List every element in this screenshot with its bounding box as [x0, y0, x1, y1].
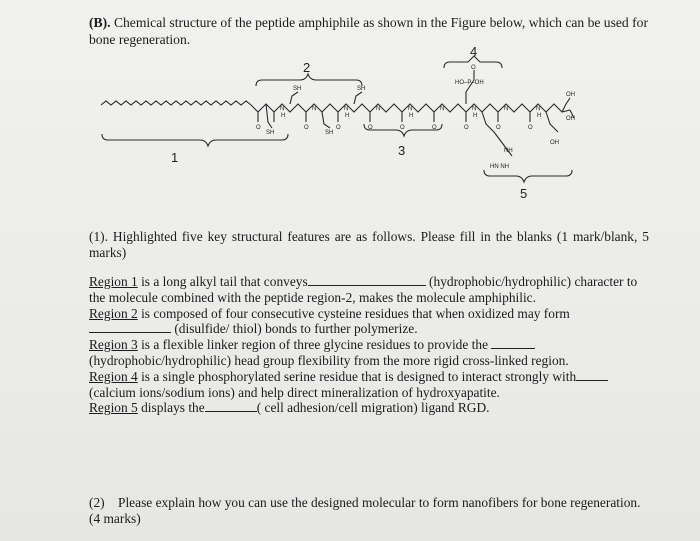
region-4-text-a: is a single phosphorylated serine residue that is designed to interact strongly with — [137, 368, 577, 384]
o-label: O — [528, 125, 533, 131]
o-label: O — [256, 125, 261, 131]
region-1-text-a: is a long alkyl tail that conveys — [137, 274, 308, 289]
region-5-statement — [89, 400, 649, 416]
o-label: O — [368, 125, 373, 131]
o-label: O — [336, 125, 341, 131]
sh-label: SH — [293, 86, 302, 92]
oh-label: OH — [550, 140, 559, 146]
alkyl-tail — [101, 101, 251, 105]
h-label: H — [281, 113, 286, 119]
sh-label: SH — [357, 86, 366, 92]
oh-label: OH — [566, 92, 575, 98]
nh-label: NH — [504, 148, 513, 154]
region-5-number: 5 — [520, 186, 528, 201]
sh-label: SH — [266, 130, 275, 136]
regions-list — [89, 274, 649, 416]
h-label: H — [345, 113, 350, 119]
region-5-label: Region 5 — [89, 400, 138, 416]
bracket-region-5 — [484, 170, 572, 182]
region-4-label: Region 4 — [89, 368, 138, 384]
region-5-blank[interactable] — [205, 400, 257, 412]
o-label: O — [304, 125, 309, 131]
bracket-region-2 — [256, 74, 362, 86]
o-label: O — [496, 125, 501, 131]
region-1-blank[interactable] — [308, 274, 426, 286]
region-3-blank[interactable] — [491, 337, 535, 349]
region-3-text-b: (hydrophobic/hydrophilic) head group flexibility from the more rigid cross-linked region. — [89, 352, 569, 368]
heading-text: Chemical structure of the peptide amphiphile as shown in the Figure below, which can be used for bone regeneration. — [89, 15, 648, 47]
o-label: O — [432, 125, 437, 131]
region-4-number: 4 — [470, 44, 478, 59]
h-label: H — [473, 113, 478, 119]
region-1-text-b: (hydrophobic/hydrophilic) character to the molecule combined with the peptide region-2, makes the molecule amphiphilic. — [89, 274, 638, 305]
n-label: N — [280, 106, 285, 112]
region-1-statement — [89, 274, 649, 306]
n-label: N — [440, 106, 445, 112]
region-4-text-b: (calcium ions/sodium ions) and help direct mineralization of hydroxyapatite. — [89, 384, 500, 400]
region-5-text-a: displays the — [137, 400, 205, 416]
n-label: N — [472, 106, 477, 112]
region-1-number: 1 — [171, 150, 179, 165]
question-2-number: (2) — [89, 495, 105, 510]
phosphate-label: HO–P–OH — [455, 80, 484, 86]
region-4-blank[interactable] — [576, 369, 608, 381]
region-3-text-a: is a flexible linker region of three glycine residues to provide the — [137, 337, 489, 353]
n-label: N — [344, 106, 349, 112]
question-2-text: Please explain how you can use the designed molecular to form nanofibers for bone regeneration. (4 marks) — [89, 495, 641, 526]
region-3-label: Region 3 — [89, 337, 138, 353]
o-label: O — [464, 125, 469, 131]
n-label: N — [408, 106, 413, 112]
region-3-number: 3 — [398, 143, 406, 158]
region-3-statement — [89, 337, 649, 369]
region-1-label: Region 1 — [89, 274, 138, 289]
o-label: O — [471, 65, 476, 71]
h-label: H — [409, 113, 414, 119]
question-1-prompt: (1). Highlighted five key structural features are as follows. Please fill in the blanks (1 mark/blank, 5 marks) — [89, 229, 649, 260]
question-2 — [89, 495, 649, 527]
region-4-statement — [89, 369, 649, 401]
region-2-text-b: (disulfide/ thiol) bonds to further polymerize. — [171, 321, 418, 337]
o-label: O — [400, 125, 405, 131]
n-label: N — [376, 106, 381, 112]
heading-label: (B). — [89, 15, 111, 30]
region-2-label: Region 2 — [89, 305, 138, 321]
oh-label: OH — [566, 116, 575, 122]
n-label: N — [312, 106, 317, 112]
n-label: N — [504, 106, 509, 112]
region-5-text-b: ( cell adhesion/cell migration) ligand RGD. — [256, 400, 490, 416]
region-2-blank[interactable] — [89, 321, 171, 333]
region-2-statement — [89, 306, 649, 338]
region-2-text-a: is composed of four consecutive cysteine residues that when oxidized may form — [137, 305, 570, 321]
hn-nh-label: HN NH — [490, 164, 509, 170]
sh-label: SH — [325, 130, 334, 136]
region-2-number: 2 — [303, 60, 311, 75]
bracket-region-1 — [102, 134, 288, 146]
n-label: N — [536, 106, 541, 112]
h-label: H — [537, 113, 542, 119]
